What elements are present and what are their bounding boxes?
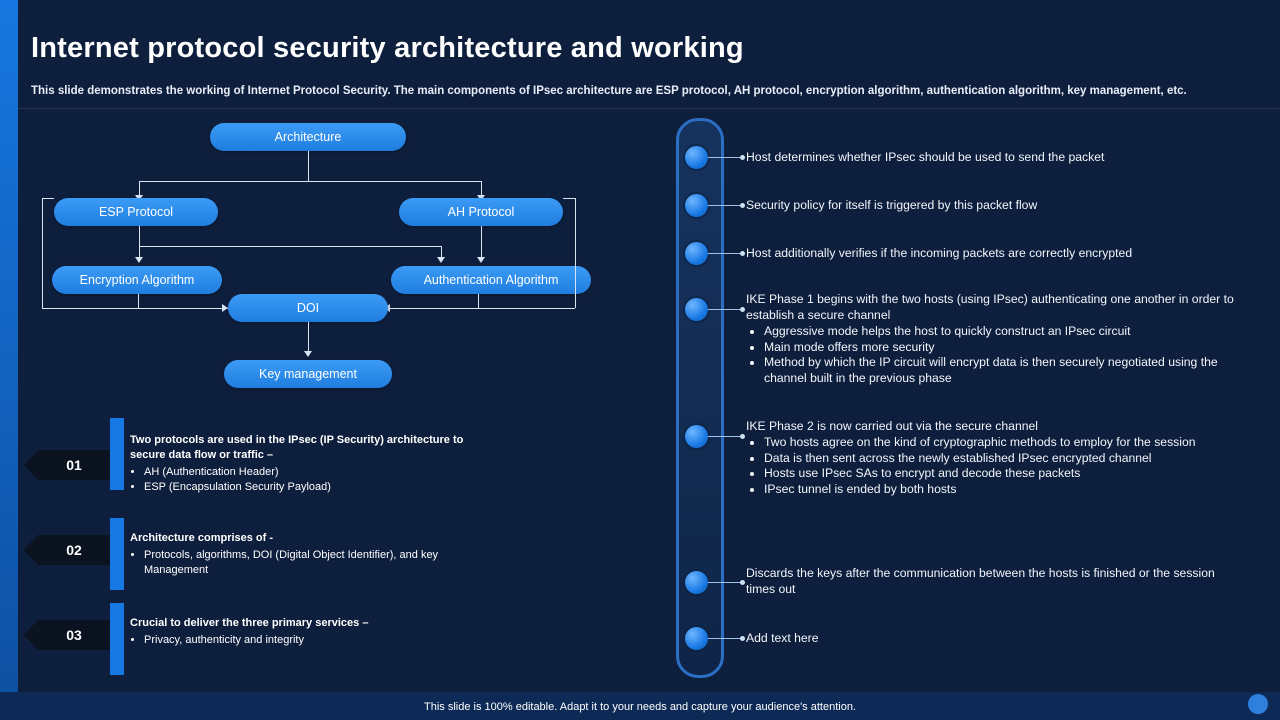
point-bullets [144, 465, 470, 495]
timeline-step-label: IKE Phase 1 begins with the two hosts (using IPsec) authenticating one another in order to establish a secure channel [746, 292, 1234, 322]
timeline-leader-line [708, 205, 744, 206]
arrow-doi-key-icon [304, 351, 312, 357]
connector-doi-down [308, 322, 309, 352]
point-number-badge: 01 [38, 450, 110, 480]
point-bullets [144, 548, 470, 578]
timeline-step-label: Host additionally verifies if the incoming packets are correctly encrypted [746, 246, 1133, 260]
timeline-leader-dot-icon [740, 307, 745, 312]
connector-auth-down-doi [478, 294, 479, 308]
architecture-diagram [30, 118, 630, 408]
connector-encryption-down-doi [138, 294, 139, 308]
point-body [130, 531, 470, 578]
timeline-step-label: Security policy for itself is triggered by this packet flow [746, 198, 1038, 212]
point-bullet: • ESP (Encapsulation Security Payload) [144, 480, 470, 495]
arrow-esp-to-auth-icon [437, 257, 445, 263]
point-bullets [144, 633, 470, 648]
timeline-step-text [746, 630, 1246, 646]
connector-right-outer-bottom [390, 308, 575, 309]
key-points-list [38, 408, 638, 673]
timeline-dot[interactable] [685, 242, 708, 265]
connector-right-outer-vertical [575, 198, 576, 308]
timeline-leader-dot-icon [740, 251, 745, 256]
timeline-step-text [746, 291, 1246, 386]
timeline-leader-dot-icon [740, 203, 745, 208]
page-title: Internet protocol security architecture and working [31, 32, 744, 64]
connector-left-outer-vertical [42, 198, 43, 308]
timeline-step-text [746, 245, 1246, 261]
timeline-dot[interactable] [685, 146, 708, 169]
timeline-step-bullet: • Two hosts agree on the kind of cryptographic methods to employ for the session [764, 435, 1246, 451]
arrow-ah-authentication-icon [477, 257, 485, 263]
connector-left-outer-top [42, 198, 54, 199]
timeline-step-bullet: • Main mode offers more security [764, 340, 1246, 356]
connector-ah-down [481, 226, 482, 258]
diagram-node-authentication-algorithm[interactable]: Authentication Algorithm [391, 266, 591, 294]
timeline-dot[interactable] [685, 627, 708, 650]
timeline-leader-line [708, 582, 744, 583]
connector-to-esp [139, 181, 140, 196]
point-heading: Crucial to deliver the three primary services – [130, 617, 369, 629]
point-bullet: • Protocols, algorithms, DOI (Digital Object Identifier), and key Management [144, 548, 470, 578]
point-body [130, 616, 470, 648]
timeline-step-label[interactable]: Add text here [746, 631, 819, 645]
timeline-step-bullet: • IPsec tunnel is ended by both hosts [764, 482, 1246, 498]
left-accent-bar [0, 0, 18, 720]
timeline-leader-line [708, 309, 744, 310]
timeline-step-bullets [764, 324, 1246, 386]
timeline-step-label: IKE Phase 2 is now carried out via the secure channel [746, 419, 1038, 433]
connector-left-outer-bottom [42, 308, 228, 309]
header-divider [18, 108, 1280, 109]
timeline-step-bullet: • Aggressive mode helps the host to quickly construct an IPsec circuit [764, 324, 1246, 340]
point-bullet: • Privacy, authenticity and integrity [144, 633, 470, 648]
point-number-badge: 03 [38, 620, 110, 650]
point-bullet: • AH (Authentication Header) [144, 465, 470, 480]
timeline-leader-line [708, 157, 744, 158]
timeline-step-bullet: • Method by which the IP circuit will encrypt data is then securely negotiated using the channel built in the previous phase [764, 355, 1246, 386]
timeline-dot[interactable] [685, 571, 708, 594]
connector-split-horizontal [139, 181, 481, 182]
diagram-node-architecture[interactable]: Architecture [210, 123, 406, 151]
timeline-leader-dot-icon [740, 580, 745, 585]
point-number-badge: 02 [38, 535, 110, 565]
connector-architecture-down [308, 151, 309, 181]
arrow-esp-encryption-icon [135, 257, 143, 263]
connector-esp-down [139, 226, 140, 258]
diagram-node-doi[interactable]: DOI [228, 294, 388, 322]
point-bar [110, 418, 124, 490]
point-heading: Architecture comprises of - [130, 532, 274, 544]
timeline-dot[interactable] [685, 298, 708, 321]
timeline-step-text [746, 197, 1246, 213]
timeline-leader-line [708, 253, 744, 254]
diagram-node-key-management[interactable]: Key management [224, 360, 392, 388]
working-steps-timeline [676, 118, 1256, 678]
timeline-step-text [746, 149, 1246, 165]
timeline-step-bullets [764, 435, 1246, 497]
timeline-step-text [746, 418, 1246, 497]
timeline-leader-dot-icon [740, 434, 745, 439]
point-bar [110, 518, 124, 590]
diagram-node-ah-protocol[interactable]: AH Protocol [399, 198, 563, 226]
timeline-step-label: Host determines whether IPsec should be used to send the packet [746, 150, 1105, 164]
diagram-node-encryption-algorithm[interactable]: Encryption Algorithm [52, 266, 222, 294]
footer-bubble-icon[interactable] [1248, 694, 1268, 714]
timeline-leader-line [708, 638, 744, 639]
timeline-step-bullet: • Data is then sent across the newly established IPsec encrypted channel [764, 451, 1246, 467]
timeline-leader-dot-icon [740, 636, 745, 641]
diagram-node-esp-protocol[interactable]: ESP Protocol [54, 198, 218, 226]
timeline-leader-dot-icon [740, 155, 745, 160]
timeline-step-label: Discards the keys after the communication between the hosts is finished or the session times out [746, 566, 1215, 596]
connector-esp-to-auth [139, 246, 441, 247]
point-heading: Two protocols are used in the IPsec (IP Security) architecture to secure data flow or traffic – [130, 434, 464, 461]
timeline-dot[interactable] [685, 425, 708, 448]
footer-note: This slide is 100% editable. Adapt it to your needs and capture your audience's attention. [424, 701, 856, 713]
connector-right-outer-top [563, 198, 575, 199]
timeline-dot[interactable] [685, 194, 708, 217]
connector-to-ah [481, 181, 482, 196]
page-subtitle: This slide demonstrates the working of Internet Protocol Security. The main components of IPsec architecture are ESP protocol, AH protocol, encryption algorithm, authentication algorithm, key management, etc. [31, 85, 1187, 97]
point-body [130, 433, 470, 495]
timeline-step-bullet: • Hosts use IPsec SAs to encrypt and decode these packets [764, 466, 1246, 482]
timeline-leader-line [708, 436, 744, 437]
timeline-step-text [746, 565, 1246, 597]
point-bar [110, 603, 124, 675]
